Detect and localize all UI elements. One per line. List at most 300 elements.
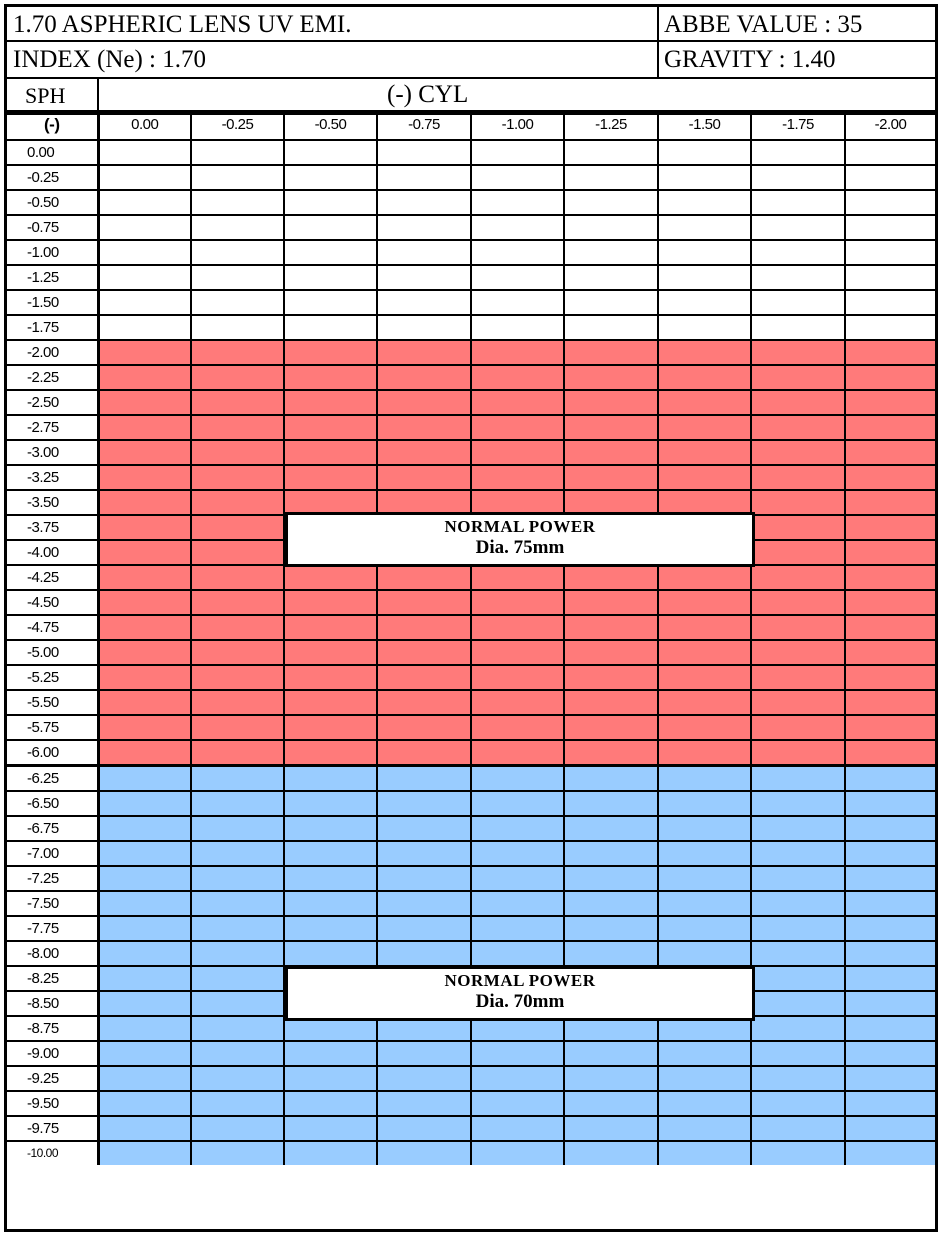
availability-cell [751, 1091, 845, 1116]
sph-value-cell: -2.50 [7, 390, 98, 415]
availability-cell [377, 916, 471, 941]
availability-cell [845, 1116, 935, 1141]
sph-value-cell: -5.25 [7, 665, 98, 690]
availability-cell [377, 290, 471, 315]
availability-cell [191, 1141, 284, 1165]
availability-cell [751, 1016, 845, 1041]
availability-cell [658, 365, 751, 390]
availability-cell [845, 866, 935, 891]
availability-cell [471, 290, 564, 315]
sph-row [7, 891, 935, 916]
availability-cell [377, 140, 471, 165]
availability-cell [845, 966, 935, 991]
sph-value-cell: -3.75 [7, 515, 98, 540]
availability-cell [191, 390, 284, 415]
availability-cell [471, 615, 564, 640]
availability-cell [564, 1116, 658, 1141]
availability-cell [751, 640, 845, 665]
availability-cell [751, 766, 845, 792]
sph-row [7, 265, 935, 290]
availability-cell [191, 215, 284, 240]
availability-cell [191, 515, 284, 540]
cyl-header-row [7, 114, 935, 140]
availability-cell [377, 1091, 471, 1116]
availability-cell [751, 740, 845, 766]
sph-row [7, 715, 935, 740]
availability-cell [471, 916, 564, 941]
availability-cell [564, 740, 658, 766]
availability-cell [751, 715, 845, 740]
sph-value-cell: -8.50 [7, 991, 98, 1016]
availability-cell [564, 1141, 658, 1165]
availability-cell [377, 1066, 471, 1091]
availability-cell [284, 615, 377, 640]
availability-cell [98, 640, 191, 665]
availability-cell [377, 365, 471, 390]
sph-row [7, 1091, 935, 1116]
availability-cell [564, 816, 658, 841]
availability-cell [191, 140, 284, 165]
availability-cell [658, 690, 751, 715]
sph-row [7, 816, 935, 841]
availability-cell [564, 1091, 658, 1116]
availability-cell [564, 190, 658, 215]
availability-cell [845, 891, 935, 916]
availability-cell [751, 215, 845, 240]
sph-value-cell: -4.00 [7, 540, 98, 565]
availability-cell [377, 665, 471, 690]
availability-cell [191, 866, 284, 891]
sph-value-cell: -9.00 [7, 1041, 98, 1066]
availability-cell [98, 315, 191, 340]
availability-cell [751, 340, 845, 365]
label-line2: Dia. 70mm [475, 991, 565, 1012]
sph-value-cell: -1.25 [7, 265, 98, 290]
availability-cell [284, 740, 377, 766]
availability-cell [845, 340, 935, 365]
availability-cell [471, 816, 564, 841]
availability-cell [658, 140, 751, 165]
availability-cell [751, 565, 845, 590]
sph-value-cell: -6.50 [7, 791, 98, 816]
sph-row [7, 1066, 935, 1091]
availability-cell [377, 766, 471, 792]
sph-axis-label: SPH [25, 83, 66, 108]
availability-cell [284, 240, 377, 265]
sph-value-cell: -0.25 [7, 165, 98, 190]
availability-cell [284, 565, 377, 590]
sph-row [7, 615, 935, 640]
availability-cell [191, 415, 284, 440]
availability-cell [284, 190, 377, 215]
availability-cell [658, 1091, 751, 1116]
header-row-axes [7, 79, 935, 113]
availability-cell [751, 966, 845, 991]
availability-cell [98, 891, 191, 916]
availability-cell [564, 841, 658, 866]
sph-value-cell: -4.50 [7, 590, 98, 615]
availability-cell [658, 165, 751, 190]
availability-cell [377, 615, 471, 640]
availability-cell [284, 1091, 377, 1116]
availability-cell [564, 891, 658, 916]
availability-cell [845, 190, 935, 215]
availability-cell [564, 1041, 658, 1066]
availability-cell [98, 140, 191, 165]
availability-cell [191, 891, 284, 916]
availability-cell [191, 966, 284, 991]
availability-cell [658, 315, 751, 340]
sph-row [7, 1141, 935, 1165]
availability-cell [751, 866, 845, 891]
sph-value-cell: -5.00 [7, 640, 98, 665]
availability-cell [845, 766, 935, 792]
availability-cell [377, 240, 471, 265]
availability-cell [471, 565, 564, 590]
availability-cell [377, 165, 471, 190]
availability-cell [564, 440, 658, 465]
availability-cell [98, 390, 191, 415]
sph-row [7, 240, 935, 265]
availability-cell [284, 390, 377, 415]
availability-cell [377, 190, 471, 215]
cyl-axis-label: (-) CYL [387, 81, 469, 108]
availability-cell [471, 190, 564, 215]
sph-row [7, 841, 935, 866]
lens-title: 1.70 ASPHERIC LENS UV EMI. [13, 11, 352, 38]
availability-cell [191, 715, 284, 740]
availability-cell [284, 1041, 377, 1066]
availability-cell [564, 140, 658, 165]
availability-cell [191, 465, 284, 490]
availability-cell [191, 816, 284, 841]
availability-cell [471, 1141, 564, 1165]
availability-cell [98, 866, 191, 891]
availability-cell [98, 215, 191, 240]
availability-cell [845, 1091, 935, 1116]
availability-cell [191, 1116, 284, 1141]
availability-cell [377, 791, 471, 816]
availability-cell [191, 991, 284, 1016]
availability-cell [377, 690, 471, 715]
availability-cell [658, 1141, 751, 1165]
availability-cell [284, 766, 377, 792]
availability-cell [284, 315, 377, 340]
availability-cell [284, 791, 377, 816]
availability-cell [98, 1091, 191, 1116]
sph-row [7, 290, 935, 315]
availability-cell [191, 565, 284, 590]
availability-cell [98, 1141, 191, 1165]
label-line1: NORMAL POWER [444, 517, 596, 536]
sph-row [7, 1041, 935, 1066]
availability-cell [751, 415, 845, 440]
availability-cell [658, 916, 751, 941]
availability-cell [98, 966, 191, 991]
availability-cell [751, 1116, 845, 1141]
sph-row [7, 590, 935, 615]
availability-cell [377, 640, 471, 665]
availability-cell [658, 190, 751, 215]
header-divider [657, 42, 659, 77]
normal-power-label-75 [285, 512, 755, 567]
availability-cell [564, 340, 658, 365]
availability-cell [658, 715, 751, 740]
availability-cell [751, 540, 845, 565]
availability-cell [377, 315, 471, 340]
availability-cell [377, 1041, 471, 1066]
availability-cell [191, 490, 284, 515]
availability-cell [284, 866, 377, 891]
availability-cell [191, 1091, 284, 1116]
availability-cell [284, 640, 377, 665]
availability-cell [284, 590, 377, 615]
availability-cell [284, 215, 377, 240]
cyl-header-cell: -0.75 [377, 114, 471, 140]
availability-cell [845, 365, 935, 390]
sph-row [7, 215, 935, 240]
availability-cell [98, 440, 191, 465]
availability-cell [751, 1066, 845, 1091]
availability-cell [377, 891, 471, 916]
availability-cell [845, 540, 935, 565]
sph-row [7, 941, 935, 966]
availability-cell [377, 390, 471, 415]
availability-cell [658, 390, 751, 415]
availability-cell [471, 690, 564, 715]
availability-cell [845, 140, 935, 165]
normal-power-label-70 [285, 966, 755, 1021]
availability-cell [471, 215, 564, 240]
header-divider [657, 7, 659, 40]
sph-value-cell: -2.00 [7, 340, 98, 365]
availability-cell [658, 265, 751, 290]
availability-cell [471, 265, 564, 290]
availability-cell [751, 315, 845, 340]
sph-row [7, 740, 935, 766]
availability-cell [845, 615, 935, 640]
availability-cell [845, 1016, 935, 1041]
availability-cell [284, 340, 377, 365]
cyl-header-cell: -0.50 [284, 114, 377, 140]
availability-cell [98, 1016, 191, 1041]
availability-cell [845, 565, 935, 590]
sph-row [7, 1116, 935, 1141]
sph-row [7, 690, 935, 715]
availability-cell [98, 841, 191, 866]
availability-cell [191, 240, 284, 265]
sph-value-cell: -9.50 [7, 1091, 98, 1116]
sph-value-cell: -7.50 [7, 891, 98, 916]
availability-cell [564, 415, 658, 440]
availability-cell [845, 1141, 935, 1165]
sph-value-cell: -7.00 [7, 841, 98, 866]
availability-cell [471, 640, 564, 665]
availability-cell [471, 1091, 564, 1116]
availability-cell [564, 565, 658, 590]
availability-cell [98, 1116, 191, 1141]
availability-cell [658, 841, 751, 866]
availability-cell [191, 740, 284, 766]
availability-cell [751, 941, 845, 966]
sph-row [7, 465, 935, 490]
availability-cell [98, 590, 191, 615]
availability-cell [377, 841, 471, 866]
availability-cell [191, 190, 284, 215]
availability-cell [98, 715, 191, 740]
availability-cell [564, 916, 658, 941]
availability-cell [471, 390, 564, 415]
sph-value-cell: -8.25 [7, 966, 98, 991]
header-row-title [7, 7, 935, 42]
availability-cell [377, 465, 471, 490]
availability-cell [191, 590, 284, 615]
availability-cell [98, 240, 191, 265]
availability-cell [377, 1116, 471, 1141]
cyl-header-cell: -1.50 [658, 114, 751, 140]
availability-cell [191, 1016, 284, 1041]
sph-value-cell: -6.00 [7, 740, 98, 766]
availability-cell [658, 791, 751, 816]
availability-cell [845, 290, 935, 315]
availability-cell [98, 615, 191, 640]
availability-cell [751, 440, 845, 465]
availability-cell [191, 1066, 284, 1091]
sph-row [7, 916, 935, 941]
availability-cell [658, 866, 751, 891]
availability-cell [98, 465, 191, 490]
availability-cell [471, 1116, 564, 1141]
availability-cell [284, 265, 377, 290]
availability-cell [471, 1066, 564, 1091]
sph-value-cell: -1.00 [7, 240, 98, 265]
availability-cell [98, 991, 191, 1016]
availability-cell [377, 866, 471, 891]
availability-cell [751, 140, 845, 165]
sph-value-cell: -0.75 [7, 215, 98, 240]
availability-cell [845, 791, 935, 816]
availability-cell [471, 415, 564, 440]
availability-cell [98, 665, 191, 690]
sph-value-cell: -10.00 [7, 1141, 98, 1165]
availability-cell [284, 1141, 377, 1165]
availability-cell [845, 1041, 935, 1066]
sph-value-cell: -5.50 [7, 690, 98, 715]
cyl-header-cell: -1.00 [471, 114, 564, 140]
availability-cell [98, 766, 191, 792]
sph-value-cell: -8.00 [7, 941, 98, 966]
availability-cell [191, 615, 284, 640]
sph-row [7, 866, 935, 891]
sph-row [7, 390, 935, 415]
sph-row [7, 791, 935, 816]
lens-chart-sheet [4, 4, 938, 1232]
availability-cell [98, 165, 191, 190]
availability-cell [751, 265, 845, 290]
availability-cell [471, 715, 564, 740]
availability-cell [191, 941, 284, 966]
sph-value-cell: -2.25 [7, 365, 98, 390]
availability-cell [471, 240, 564, 265]
sph-value-cell: -8.75 [7, 1016, 98, 1041]
availability-cell [98, 1066, 191, 1091]
availability-cell [471, 841, 564, 866]
availability-cell [658, 1116, 751, 1141]
availability-cell [564, 615, 658, 640]
availability-cell [751, 190, 845, 215]
sph-value-cell: -5.75 [7, 715, 98, 740]
sph-value-cell: -7.25 [7, 866, 98, 891]
availability-cell [284, 665, 377, 690]
availability-cell [191, 841, 284, 866]
availability-cell [751, 490, 845, 515]
availability-cell [191, 916, 284, 941]
availability-cell [845, 715, 935, 740]
availability-cell [658, 440, 751, 465]
label-line2: Dia. 75mm [475, 537, 565, 558]
availability-cell [564, 240, 658, 265]
label-line1: NORMAL POWER [444, 971, 596, 990]
sph-value-cell: -3.00 [7, 440, 98, 465]
sph-value-cell: 0.00 [7, 140, 98, 165]
availability-cell [191, 665, 284, 690]
availability-cell [751, 991, 845, 1016]
availability-cell [751, 590, 845, 615]
availability-cell [845, 941, 935, 966]
availability-cell [564, 866, 658, 891]
grid-corner-cell: (-) [7, 114, 98, 140]
sph-row [7, 165, 935, 190]
availability-cell [564, 590, 658, 615]
availability-cell [564, 715, 658, 740]
header-row-index [7, 42, 935, 79]
availability-cell [98, 190, 191, 215]
availability-cell [471, 365, 564, 390]
availability-cell [471, 941, 564, 966]
availability-cell [751, 365, 845, 390]
availability-cell [471, 465, 564, 490]
sph-value-cell: -6.75 [7, 816, 98, 841]
availability-cell [471, 740, 564, 766]
availability-cell [845, 315, 935, 340]
availability-cell [658, 766, 751, 792]
cyl-header-cell: 0.00 [98, 114, 191, 140]
availability-cell [191, 265, 284, 290]
sph-value-cell: -9.75 [7, 1116, 98, 1141]
gravity-value: GRAVITY : 1.40 [664, 46, 836, 73]
sph-row [7, 190, 935, 215]
availability-cell [377, 415, 471, 440]
availability-cell [751, 841, 845, 866]
availability-cell [191, 690, 284, 715]
sph-value-cell: -1.50 [7, 290, 98, 315]
availability-cell [564, 265, 658, 290]
availability-cell [284, 690, 377, 715]
availability-cell [751, 1141, 845, 1165]
availability-cell [284, 290, 377, 315]
availability-cell [98, 290, 191, 315]
sph-row [7, 766, 935, 792]
availability-cell [471, 665, 564, 690]
availability-cell [564, 941, 658, 966]
availability-cell [751, 816, 845, 841]
sph-row [7, 340, 935, 365]
sph-row [7, 315, 935, 340]
availability-cell [471, 315, 564, 340]
availability-cell [751, 240, 845, 265]
availability-cell [845, 640, 935, 665]
sph-value-cell: -0.50 [7, 190, 98, 215]
